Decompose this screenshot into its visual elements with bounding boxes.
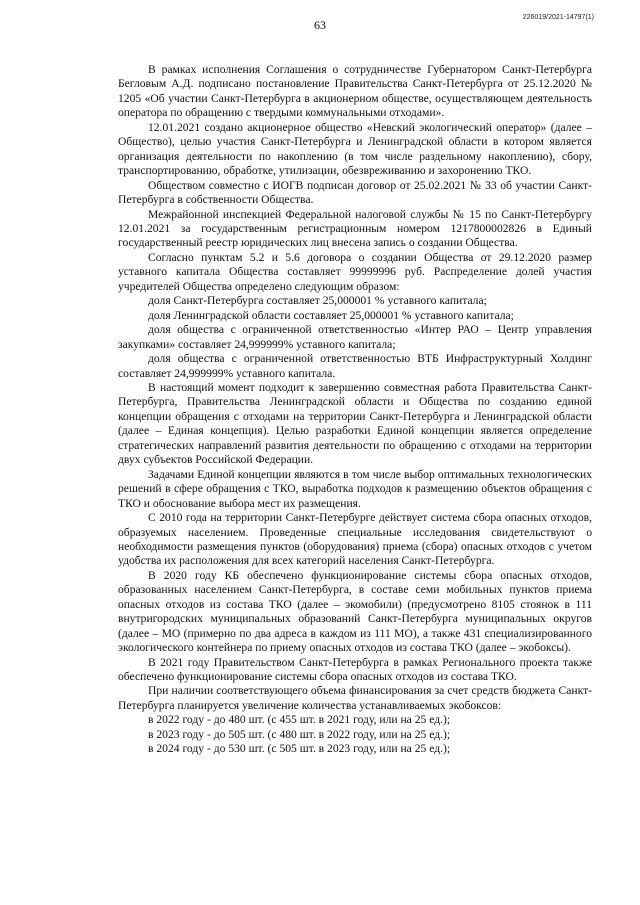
paragraph: В настоящий момент подходит к завершению совместная работа Правительства Санкт-Петербурга, Правительства Ленинградской области и Общества по созданию единой концепции обращения с отходами на территории Санкт-Петербурга и Ленинградской области (далее – Единая концепция). Целью разработки Единой концепции является определение стратегических направлений развития деятельности по обращению с отходами на территории двух субъектов Российской Федерации.	[118, 380, 592, 467]
share-item: доля общества с ограниченной ответственностью «Интер РАО – Центр управления закупками» составляет 24,999999% уставного капитала;	[118, 323, 592, 351]
paragraph: Задачами Единой концепции являются в том числе выбор оптимальных технологических решений в сфере обращения с ТКО, выработка подходов к размещению объектов обращения с ТКО и обоснование выбора мест их размещения.	[118, 467, 592, 510]
document-id: 226019/2021-14797(1)	[522, 14, 594, 21]
plan-item: в 2024 году - до 530 шт. (с 505 шт. в 2023 году, или на 25 ед.);	[148, 742, 451, 756]
paragraph: В 2020 году КБ обеспечено функционирование системы сбора опасных отходов, образованных населением Санкт-Петербурга, в составе семи мобильных пунктов приема опасных отходов из состава ТКО (далее – экомобили) (предусмотрено 8105 стоянок в 111 внутригородских муниципальных образований Санкт-Петербурга муниципальных округов (далее – МО (примерно по два адреса в каждом из 111 МО), а также 431 специализированного экологического контейнера по приему опасных отходов из состава ТКО (далее – экобоксы).	[118, 568, 592, 655]
paragraph: В 2021 году Правительством Санкт-Петербурга в рамках Регионального проекта также обеспечено функционирование системы сбора опасных отходов из состава ТКО.	[118, 655, 592, 684]
paragraph: Согласно пунктам 5.2 и 5.6 договора о создании Общества от 29.12.2020 размер уставного капитала Общества составляет 99999996 руб. Распределение долей участия учредителей Общества определено следующим образом:	[118, 250, 592, 293]
share-item: доля Санкт-Петербурга составляет 25,000001 % уставного капитала;	[148, 294, 487, 308]
paragraph: Обществом совместно с ИОГВ подписан договор от 25.02.2021 № 33 об участии Санкт-Петербурга в собственности Общества.	[118, 178, 592, 207]
plan-item: в 2023 году - до 505 шт. (с 480 шт. в 2022 году, или на 25 ед.);	[148, 727, 451, 741]
paragraph: С 2010 года на территории Санкт-Петербурге действует система сбора опасных отходов, образуемых населением. Проведенные специальные исследования свидетельствуют о необходимости размещения пунктов (оборудования) приема (сбора) опасных отходов с учетом удобства их расположения для всех категорий населения Санкт-Петербурга.	[118, 511, 592, 568]
paragraph: При наличии соответствующего объема финансирования за счет средств бюджета Санкт-Петербурга планируется увеличение количества устанавливаемых экобоксов:	[118, 684, 592, 712]
share-item: доля общества с ограниченной ответственностью ВТБ Инфраструктурный Холдинг составляет 24,999999% уставного капитала.	[118, 352, 592, 380]
paragraph: Межрайонной инспекцией Федеральной налоговой службы № 15 по Санкт-Петербургу 12.01.2021 за государственным регистрационным номером 1217800002826 в Единый государственный реестр юридических лиц внесена запись о создании Общества.	[118, 207, 592, 250]
document-body	[118, 63, 592, 757]
share-item: доля Ленинградской области составляет 25,000001 % уставного капитала;	[148, 308, 514, 322]
page-number: 63	[314, 18, 326, 32]
plan-item: в 2022 году - до 480 шт. (с 455 шт. в 2021 году, или на 25 ед.);	[148, 713, 451, 727]
paragraph: 12.01.2021 создано акционерное общество «Невский экологический оператор» (далее – Общество), целью участия Санкт-Петербурга и Ленинградской области в котором является организация деятельности по накоплению (в том числе раздельному накоплению), сбору, транспортированию, обработке, утилизации, обезвреживанию и захоронению ТКО.	[118, 120, 592, 178]
paragraph: В рамках исполнения Соглашения о сотрудничестве Губернатором Санкт-Петербурга Бегловым А.Д. подписано постановление Правительства Санкт-Петербурга от 25.12.2020 № 1205 «Об участии Санкт-Петербурга в акционерном обществе, осуществляющем деятельность оператора по обращению с твердыми коммунальными отходами».	[118, 63, 592, 120]
